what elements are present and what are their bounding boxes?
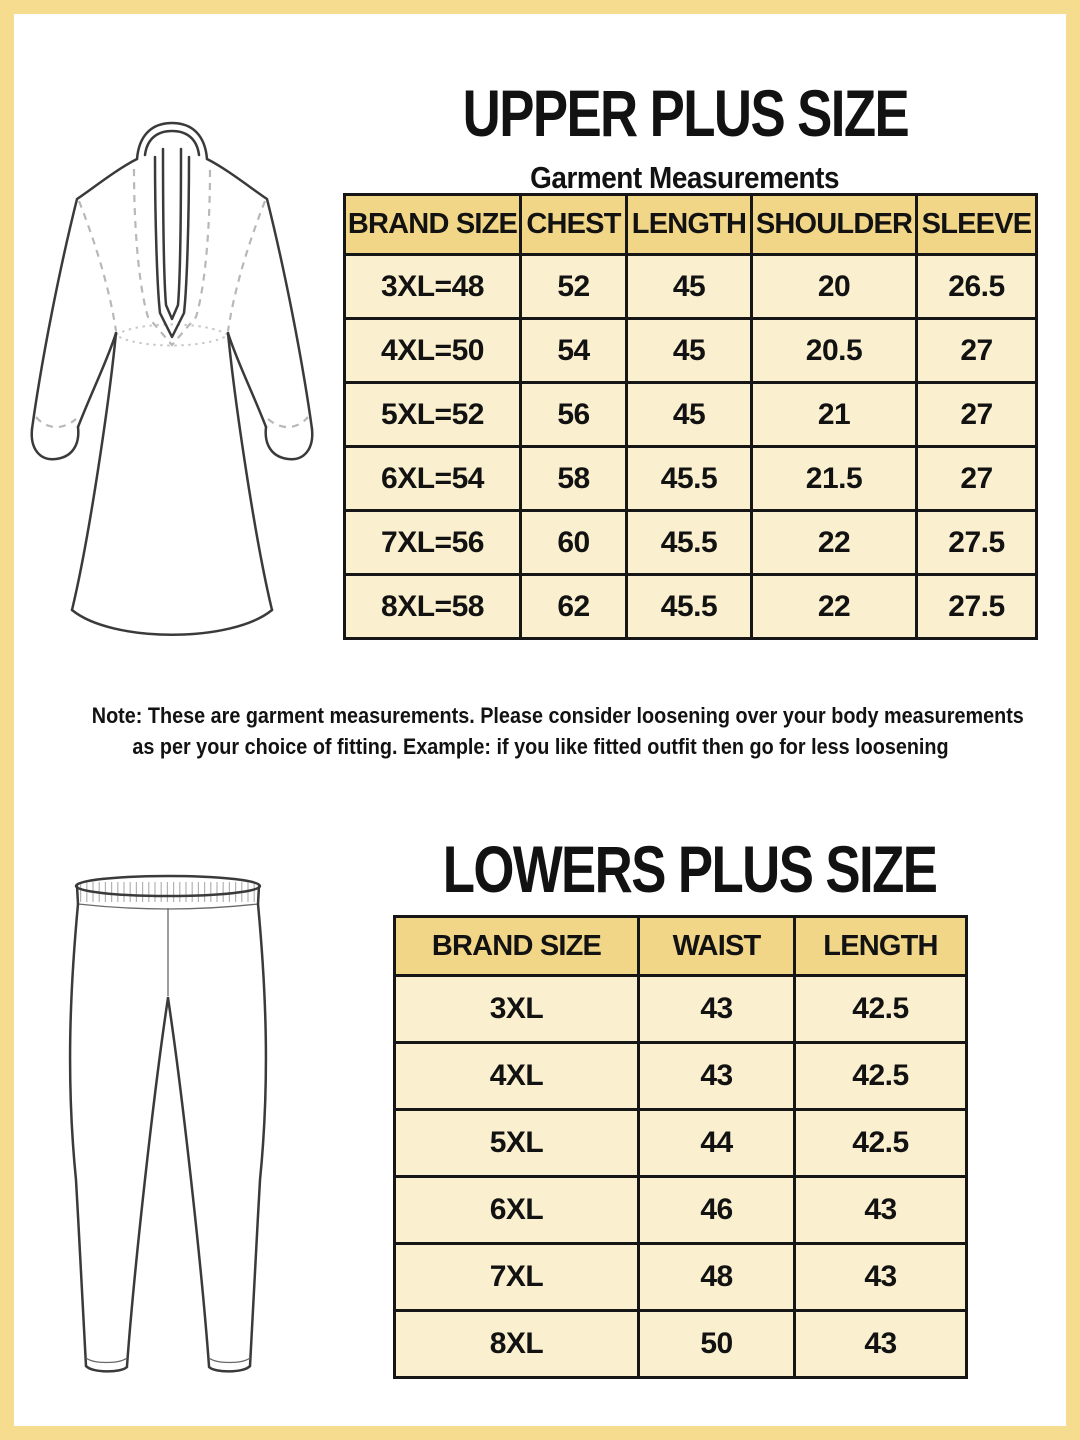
upper-header: [330, 76, 1040, 195]
kurta-placket: [155, 149, 189, 337]
table-cell: 60: [521, 511, 627, 575]
table-cell: 21.5: [752, 447, 917, 511]
table-row: [345, 575, 1037, 639]
column-header-length: LENGTH: [795, 917, 967, 976]
table-cell: 26.5: [917, 255, 1037, 319]
table-cell: 45.5: [627, 447, 752, 511]
pants-waistband: [76, 876, 260, 909]
table-cell: 43: [639, 1043, 795, 1110]
table-cell: 43: [639, 976, 795, 1043]
table-cell: 42.5: [795, 976, 967, 1043]
table-cell: 6XL=54: [345, 447, 521, 511]
upper-table-header-row: [345, 195, 1037, 255]
table-cell: 8XL=58: [345, 575, 521, 639]
table-cell: 5XL: [395, 1110, 639, 1177]
table-cell: 5XL=52: [345, 383, 521, 447]
table-cell: 58: [521, 447, 627, 511]
table-cell: 62: [521, 575, 627, 639]
table-row: [345, 447, 1037, 511]
column-header-chest: CHEST: [521, 195, 627, 255]
column-header-brand-size: BRAND SIZE: [395, 917, 639, 976]
column-header-brand-size: BRAND SIZE: [345, 195, 521, 255]
pajama-illustration: [62, 870, 272, 1385]
table-cell: 45: [627, 383, 752, 447]
table-cell: 43: [795, 1244, 967, 1311]
table-cell: 56: [521, 383, 627, 447]
table-row: [395, 1311, 967, 1378]
table-cell: 45.5: [627, 575, 752, 639]
kurta-illustration: [22, 95, 330, 695]
table-cell: 21: [752, 383, 917, 447]
table-cell: 20: [752, 255, 917, 319]
table-cell: 7XL=56: [345, 511, 521, 575]
table-row: [395, 976, 967, 1043]
table-row: [345, 511, 1037, 575]
lower-table-header-row: [395, 917, 967, 976]
upper-size-table: [343, 193, 1038, 640]
column-header-waist: WAIST: [639, 917, 795, 976]
table-row: [345, 383, 1037, 447]
table-cell: 22: [752, 575, 917, 639]
table-cell: 27.5: [917, 511, 1037, 575]
table-cell: 54: [521, 319, 627, 383]
table-cell: 3XL: [395, 976, 639, 1043]
table-row: [345, 255, 1037, 319]
table-row: [345, 319, 1037, 383]
table-cell: 3XL=48: [345, 255, 521, 319]
column-header-shoulder: SHOULDER: [752, 195, 917, 255]
column-header-sleeve: SLEEVE: [917, 195, 1037, 255]
table-cell: 27.5: [917, 575, 1037, 639]
table-cell: 48: [639, 1244, 795, 1311]
table-cell: 4XL: [395, 1043, 639, 1110]
table-cell: 45.5: [627, 511, 752, 575]
table-row: [395, 1244, 967, 1311]
note-text: [40, 700, 1040, 762]
pants-legs: [70, 904, 266, 1371]
note-line-2: as per your choice of fitting. Example: if you like fitted outfit then go for less loosening: [131, 734, 949, 759]
table-cell: 43: [795, 1311, 967, 1378]
table-cell: 27: [917, 383, 1037, 447]
lower-header: [340, 832, 1040, 906]
table-cell: 45: [627, 319, 752, 383]
table-cell: 50: [639, 1311, 795, 1378]
table-cell: 42.5: [795, 1110, 967, 1177]
note-line-1: Note: These are garment measurements. Please consider loosening over your body measurements: [91, 703, 1024, 728]
table-cell: 20.5: [752, 319, 917, 383]
table-cell: 45: [627, 255, 752, 319]
kurta-body-outline: [32, 123, 313, 635]
table-cell: 44: [639, 1110, 795, 1177]
table-cell: 27: [917, 319, 1037, 383]
table-cell: 52: [521, 255, 627, 319]
kurta-seam-lines: [36, 169, 308, 427]
table-cell: 8XL: [395, 1311, 639, 1378]
upper-subtitle: Garment Measurements: [530, 160, 840, 195]
table-cell: 42.5: [795, 1043, 967, 1110]
table-cell: 22: [752, 511, 917, 575]
table-cell: 4XL=50: [345, 319, 521, 383]
table-row: [395, 1110, 967, 1177]
table-row: [395, 1177, 967, 1244]
column-header-length: LENGTH: [627, 195, 752, 255]
table-cell: 27: [917, 447, 1037, 511]
table-cell: 46: [639, 1177, 795, 1244]
table-cell: 7XL: [395, 1244, 639, 1311]
table-cell: 6XL: [395, 1177, 639, 1244]
lower-size-table: [393, 915, 968, 1379]
table-row: [395, 1043, 967, 1110]
upper-title: UPPER PLUS SIZE: [462, 76, 908, 150]
lower-title: LOWERS PLUS SIZE: [443, 832, 937, 906]
table-cell: 43: [795, 1177, 967, 1244]
